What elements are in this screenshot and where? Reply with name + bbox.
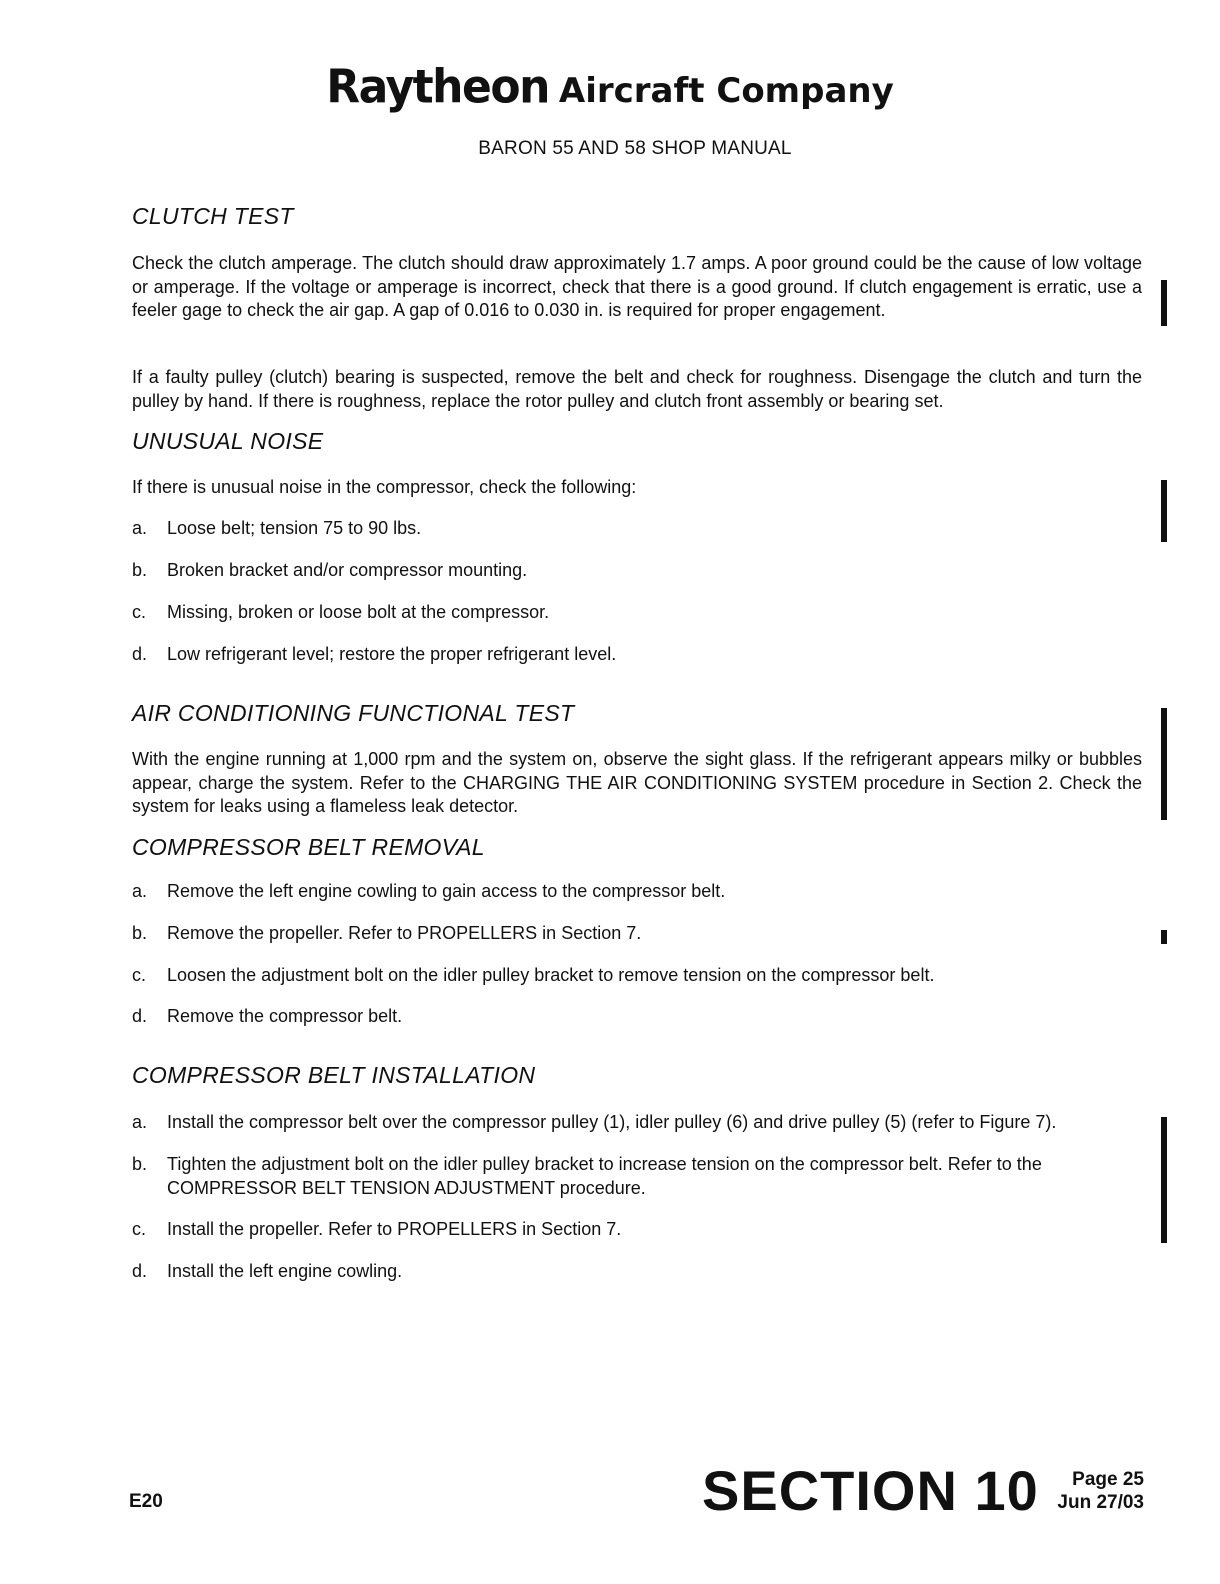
list-item-letter: b. (132, 1154, 148, 1174)
list-item-text: Tighten the adjustment bolt on the idler pulley bracket to increase tension on the compressor belt. Refer to the COMPRESSOR BELT TENSION ADJUSTMENT procedure. (167, 1154, 1042, 1198)
list-item-text: Remove the compressor belt. (167, 1006, 403, 1026)
list-item (132, 642, 1142, 666)
list-item-text: Remove the left engine cowling to gain access to the compressor belt. (167, 881, 726, 901)
clutch-test-paragraph-2: If a faulty pulley (clutch) bearing is suspected, remove the belt and check for roughness. Disengage the clutch and turn the pulley by hand. If there is roughness, replace the rotor pulley and clutch front assembly or bearing set. (132, 367, 1142, 411)
list-item-letter: a. (132, 518, 148, 538)
list-item-letter: a. (132, 881, 148, 901)
list-item (132, 1259, 1142, 1283)
company-name: Aircraft Company (558, 71, 894, 111)
heading-belt-removal: COMPRESSOR BELT REMOVAL (132, 834, 485, 860)
list-item-text: Remove the propeller. Refer to PROPELLERS in Section 7. (167, 923, 642, 943)
revision-bar (1161, 280, 1167, 326)
list-item-text: Low refrigerant level; restore the proper refrigerant level. (167, 644, 617, 664)
footer-page-info (1044, 1468, 1144, 1514)
list-item (132, 516, 1142, 540)
list-item-letter: d. (132, 644, 148, 664)
heading-belt-installation: COMPRESSOR BELT INSTALLATION (132, 1062, 536, 1088)
list-item (132, 879, 1142, 903)
revision-bar (1161, 708, 1167, 820)
list-item (132, 921, 1142, 945)
list-item-text: Missing, broken or loose bolt at the compressor. (167, 602, 550, 622)
footer-page-number: Page 25 (1072, 1469, 1144, 1490)
revision-bar (1161, 1117, 1167, 1243)
list-item-letter: a. (132, 1112, 148, 1132)
list-item-letter: b. (132, 923, 148, 943)
list-item-text: Broken bracket and/or compressor mounting. (167, 560, 528, 580)
list-item (132, 1110, 1142, 1134)
list-item-letter: d. (132, 1006, 148, 1026)
list-item (132, 600, 1142, 624)
raytheon-logo: Raytheon (326, 60, 549, 115)
clutch-test-paragraph-1: Check the clutch amperage. The clutch should draw approximately 1.7 amps. A poor ground could be the cause of low voltage or amperage. If the voltage or amperage is incorrect, check that there is a good ground. If clutch engagement is erratic, use a feeler gage to check the air gap. A gap of 0.016 to 0.030 in. is required for proper engagement. (132, 253, 1142, 320)
unusual-noise-intro: If there is unusual noise in the compressor, check the following: (132, 477, 637, 497)
list-item (132, 1152, 1142, 1200)
list-item (132, 963, 1142, 987)
list-item (132, 558, 1142, 582)
heading-ac-functional-test: AIR CONDITIONING FUNCTIONAL TEST (132, 700, 575, 726)
list-item-text: Install the left engine cowling. (167, 1261, 403, 1281)
ac-test-paragraph: With the engine running at 1,000 rpm and the system on, observe the sight glass. If the refrigerant appears milky or bubbles appear, charge the system. Refer to the CHARGING THE AIR CONDITIONING SYSTEM procedure in Section 2. Check the system for leaks using a flameless leak detector. (132, 749, 1142, 816)
brand-header (0, 62, 1220, 113)
list-item (132, 1004, 1142, 1028)
list-item-letter: c. (132, 965, 147, 985)
footer-code: E20 (129, 1491, 163, 1512)
list-item-text: Loosen the adjustment bolt on the idler pulley bracket to remove tension on the compressor belt. (167, 965, 935, 985)
list-item-text: Loose belt; tension 75 to 90 lbs. (167, 518, 422, 538)
heading-unusual-noise: UNUSUAL NOISE (132, 428, 324, 454)
manual-title: BARON 55 AND 58 SHOP MANUAL (478, 138, 792, 159)
revision-bar (1161, 480, 1167, 542)
footer-section: SECTION 10 (702, 1459, 1039, 1522)
list-item-letter: d. (132, 1261, 148, 1281)
revision-bar (1161, 930, 1167, 944)
list-item-text: Install the compressor belt over the compressor pulley (1), idler pulley (6) and drive pulley (5) (refer to Figure 7). (167, 1112, 1057, 1132)
footer-date: Jun 27/03 (1057, 1492, 1144, 1513)
list-item-text: Install the propeller. Refer to PROPELLERS in Section 7. (167, 1219, 622, 1239)
list-item-letter: c. (132, 1219, 147, 1239)
list-item (132, 1217, 1142, 1241)
list-item-letter: c. (132, 602, 147, 622)
list-item-letter: b. (132, 560, 148, 580)
heading-clutch-test: CLUTCH TEST (132, 203, 294, 229)
